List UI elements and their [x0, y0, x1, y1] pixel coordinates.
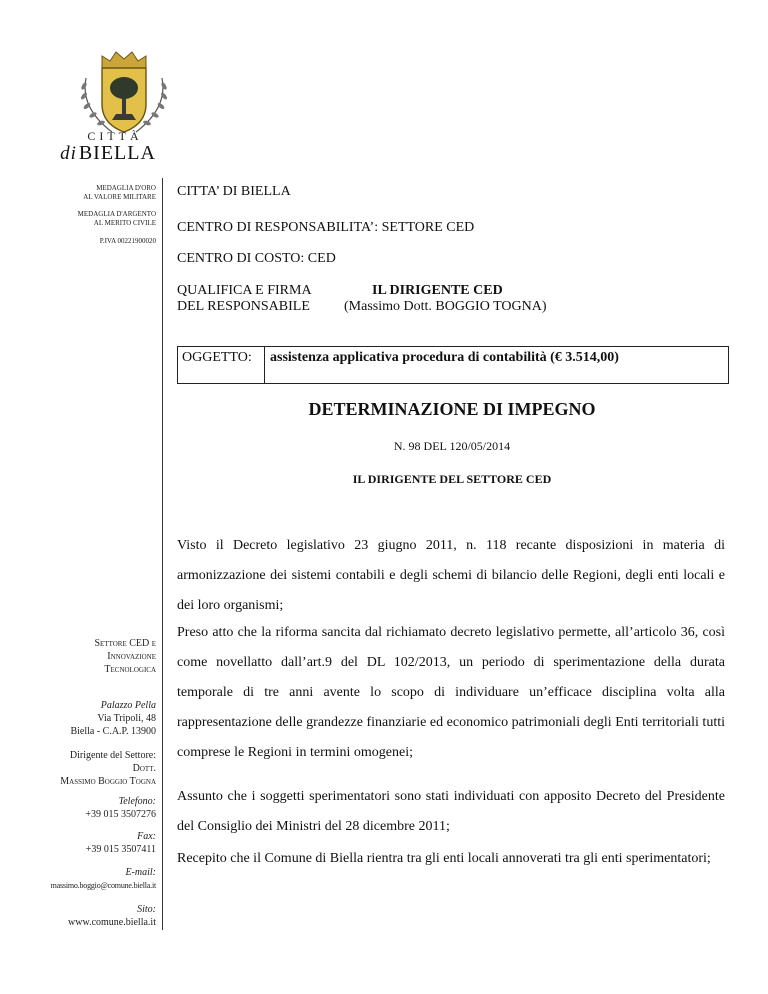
dirigente-name: (Massimo Dott. BOGGIO TOGNA) — [344, 299, 547, 314]
medal-argento: MEDAGLIA D'ARGENTO AL MERITO CIVILE — [77, 210, 156, 227]
logo-city-name: di BIELLA — [60, 142, 156, 164]
oggetto-text: assistenza applicativa procedura di contabilità (€ 3.514,00) — [270, 350, 619, 365]
sidebar-dirigente: Dirigente del Settore: Dott. Massimo Boggio Togna — [60, 750, 156, 787]
paragraph-preso-atto: Preso atto che la riforma sancita dal richiamato decreto legislativo permette, all’articolo 36, così come novellatto dall’art.9 del DL 102/2013, un periodo di sperimentazione della durata temporale di tre anni avente lo scopo di individuare un’efficace disciplina volta alla rappresentazione delle grandezze finanziarie ed economico patrimoniali degli Enti territoriali tutti comprese le Regioni in termini omogenei; — [177, 625, 725, 760]
qualifica-line-2: DEL RESPONSABILE — [177, 299, 310, 314]
sidebar-fax: Fax: +39 015 3507411 — [85, 831, 156, 855]
oggetto-label: OGGETTO: — [182, 350, 252, 365]
email-link[interactable]: massimo.boggio@comune.biella.it — [50, 881, 156, 890]
medal-oro: MEDAGLIA D'ORO AL VALORE MILITARE — [83, 184, 156, 201]
paragraph-recepito: Recepito che il Comune di Biella rientra tra gli enti locali annoverati tra gli enti sperimentatori; — [177, 851, 711, 866]
paragraph-visto: Visto il Decreto legislativo 23 giugno 2011, n. 118 recante disposizioni in materia di armonizzazione dei sistemi contabili e degli schemi di bilancio delle Regioni, degli enti locali e dei loro organismi; — [177, 538, 725, 613]
vertical-divider — [162, 178, 163, 930]
header-city: CITTA’ DI BIELLA — [177, 184, 291, 199]
header-centro-responsabilita: CENTRO DI RESPONSABILITA’: SETTORE CED — [177, 220, 475, 235]
sidebar-telefono: Telefono: +39 015 3507276 — [85, 796, 156, 820]
sidebar-sito: Sito: www.comune.biella.it — [16, 903, 156, 929]
sidebar-settore: Settore CED e Innovazione Tecnologica — [94, 638, 156, 675]
header-centro-costo: CENTRO DI COSTO: CED — [177, 251, 336, 266]
sidebar-email: E-mail: massimo.boggio@comune.biella.it — [16, 866, 156, 892]
qualifica-line-1: QUALIFICA E FIRMA — [177, 283, 312, 298]
determina-number: N. 98 DEL 120/05/2014 — [393, 439, 511, 453]
oggetto-box — [177, 346, 729, 384]
piva: P.IVA 00221900020 — [99, 237, 156, 245]
determina-subtitle: IL DIRIGENTE DEL SETTORE CED — [352, 472, 552, 486]
logo-citta-label: CITTÀ — [87, 129, 143, 143]
website-link[interactable]: www.comune.biella.it — [68, 917, 156, 928]
city-coat-of-arms-icon — [72, 48, 176, 140]
document-title: DETERMINAZIONE DI IMPEGNO — [308, 399, 596, 419]
sidebar-address: Palazzo Pella Via Tripoli, 48 Biella - C.A.P. 13900 — [70, 700, 156, 737]
paragraph-assunto: Assunto che i soggetti sperimentatori sono stati individuati con apposito Decreto del Presidente del Consiglio dei Ministri del 28 dicembre 2011; — [177, 789, 725, 834]
dirigente-title: IL DIRIGENTE CED — [372, 283, 503, 298]
